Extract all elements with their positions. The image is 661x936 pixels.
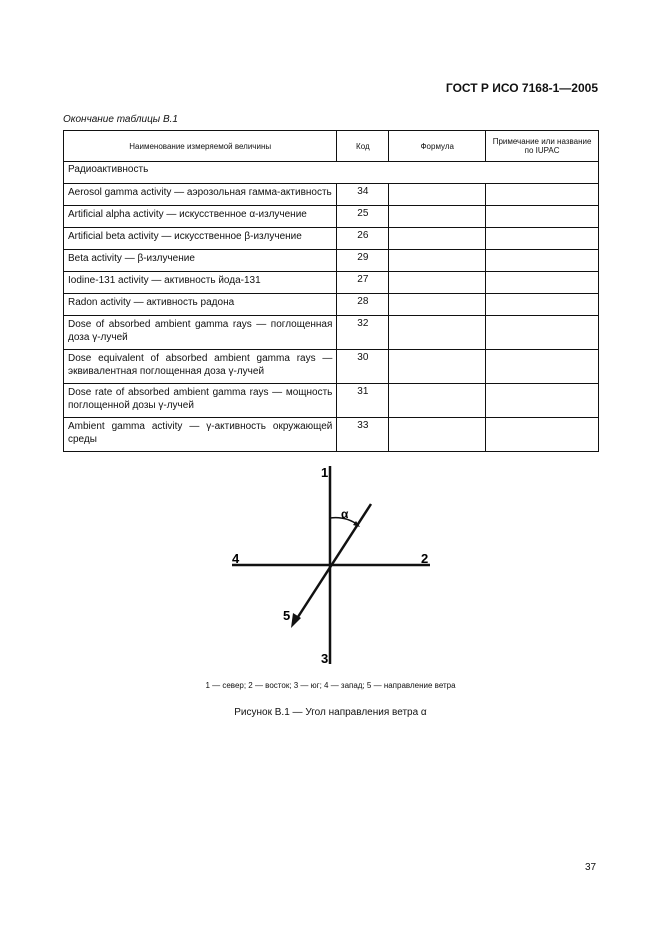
quantity-name: Beta activity — β-излучение xyxy=(64,250,337,272)
quantity-name: Ambient gamma activity — γ-активность окружающей среды xyxy=(64,418,337,452)
label-west: 4 xyxy=(232,551,240,566)
column-header: Формула xyxy=(389,131,486,162)
code-cell: 25 xyxy=(337,206,389,228)
code-cell: 32 xyxy=(337,316,389,350)
column-header: Код xyxy=(337,131,389,162)
document-header: ГОСТ Р ИСО 7168-1—2005 xyxy=(445,81,598,95)
wind-direction-line xyxy=(296,504,371,620)
section-row: Радиоактивность xyxy=(64,162,599,184)
quantity-name: Dose equivalent of absorbed ambient gamma rays — эквивалентная поглощенная доза γ-лучей xyxy=(64,350,337,384)
column-header: Наименование измеряемой величины xyxy=(64,131,337,162)
code-cell: 30 xyxy=(337,350,389,384)
code-cell: 26 xyxy=(337,228,389,250)
quantity-name: Artificial beta activity — искусственное β-излучение xyxy=(64,228,337,250)
quantity-name: Iodine-131 activity — активность йода-131 xyxy=(64,272,337,294)
code-cell: 33 xyxy=(337,418,389,452)
quantity-name: Dose rate of absorbed ambient gamma rays — мощность поглощенной дозы γ-лучей xyxy=(64,384,337,418)
figure-caption: Рисунок В.1 — Угол направления ветра α xyxy=(234,707,427,718)
code-cell: 27 xyxy=(337,272,389,294)
quantity-name: Aerosol gamma activity — аэрозольная гамма-активность xyxy=(64,184,337,206)
quantity-name: Dose of absorbed ambient gamma rays — поглощенная доза γ-лучей xyxy=(64,316,337,350)
code-cell: 31 xyxy=(337,384,389,418)
page-number: 37 xyxy=(585,862,597,873)
label-angle: α xyxy=(341,507,349,521)
code-cell: 34 xyxy=(337,184,389,206)
code-cell: 28 xyxy=(337,294,389,316)
code-cell: 29 xyxy=(337,250,389,272)
label-wind: 5 xyxy=(283,608,291,623)
quantity-name: Radon activity — активность радона xyxy=(64,294,337,316)
column-header: Примечание или название по IUPAC xyxy=(486,131,599,162)
table-caption: Окончание таблицы В.1 xyxy=(63,114,178,125)
label-east: 2 xyxy=(421,551,429,566)
label-south: 3 xyxy=(321,651,329,666)
figure-legend: 1 — север; 2 — восток; 3 — юг; 4 — запад; 5 — направление ветра xyxy=(205,681,456,690)
label-north: 1 xyxy=(321,465,329,480)
quantity-name: Artificial alpha activity — искусственное α-излучение xyxy=(64,206,337,228)
